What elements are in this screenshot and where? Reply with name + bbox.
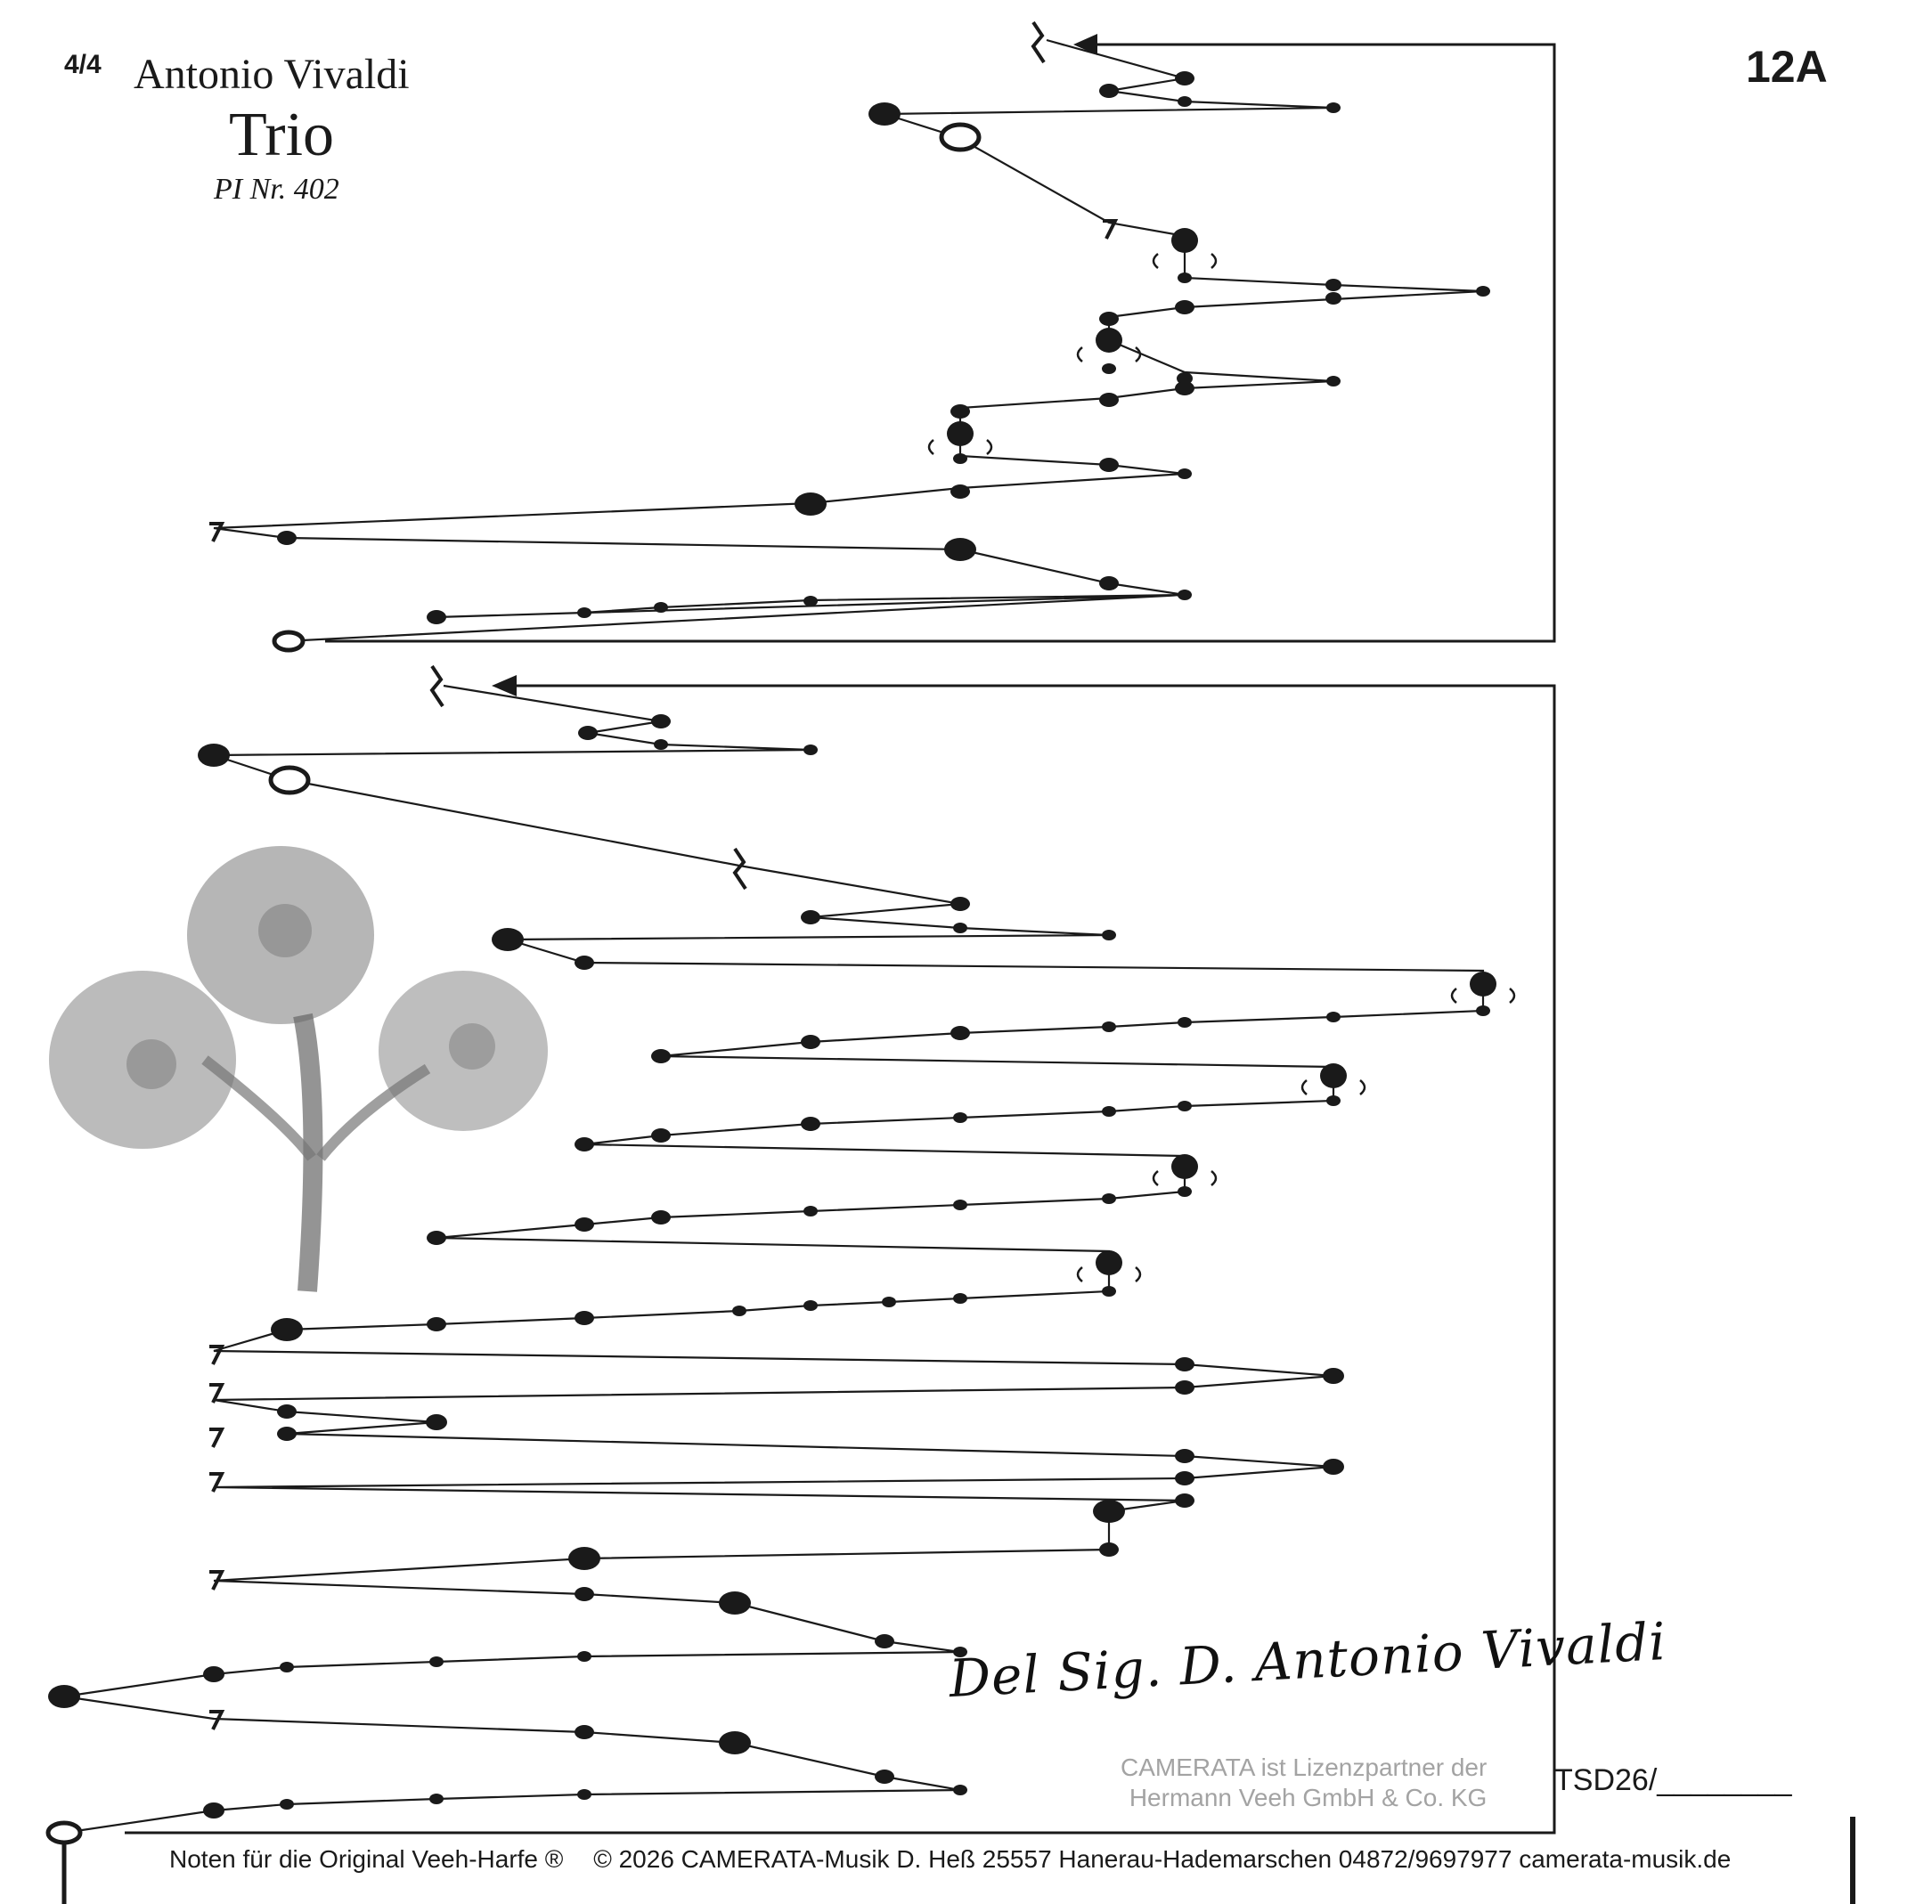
note bbox=[953, 1200, 967, 1210]
note bbox=[1175, 1449, 1194, 1463]
note bbox=[1325, 292, 1341, 305]
note bbox=[1175, 1471, 1194, 1485]
note bbox=[801, 910, 820, 924]
note bbox=[577, 1789, 591, 1800]
note bbox=[1326, 102, 1341, 113]
note bbox=[1102, 1106, 1116, 1117]
note bbox=[1175, 1380, 1194, 1395]
note bbox=[1178, 468, 1192, 479]
note bbox=[427, 1317, 446, 1331]
note bbox=[953, 453, 967, 464]
half-note bbox=[942, 125, 979, 150]
note bbox=[426, 1414, 447, 1430]
note bbox=[1175, 1493, 1194, 1508]
footer-instrument-note: Noten für die Original Veeh-Harfe ® bbox=[169, 1845, 564, 1873]
note bbox=[1102, 930, 1116, 940]
note bbox=[575, 956, 594, 970]
half-note bbox=[274, 632, 303, 650]
note bbox=[575, 1217, 594, 1232]
note bbox=[575, 1137, 594, 1151]
note bbox=[1099, 576, 1119, 590]
note bbox=[803, 1206, 818, 1216]
note bbox=[578, 726, 598, 740]
note bbox=[803, 596, 818, 606]
note bbox=[1178, 590, 1192, 600]
note bbox=[1099, 312, 1119, 326]
note bbox=[719, 1731, 751, 1754]
note bbox=[1171, 228, 1198, 253]
note bbox=[1099, 458, 1119, 472]
note bbox=[427, 610, 446, 624]
note bbox=[651, 1128, 671, 1143]
note bbox=[950, 404, 970, 419]
ornament-marks bbox=[929, 254, 1514, 1282]
note bbox=[1325, 279, 1341, 291]
note bbox=[651, 714, 671, 728]
note bbox=[953, 1785, 967, 1795]
note bbox=[1096, 328, 1122, 353]
note bbox=[882, 1297, 896, 1307]
note bbox=[492, 928, 524, 951]
note bbox=[953, 1293, 967, 1304]
time-signature: 4/4 bbox=[64, 50, 102, 79]
note bbox=[1175, 381, 1194, 395]
handwritten-signature: Del Sig. D. Antonio Vivaldi bbox=[947, 1610, 1668, 1710]
note bbox=[1102, 1021, 1116, 1032]
note bbox=[568, 1547, 600, 1570]
note bbox=[203, 1666, 224, 1682]
note bbox=[803, 1300, 818, 1311]
note bbox=[1326, 1012, 1341, 1022]
note bbox=[429, 1656, 444, 1667]
license-line-2: Hermann Veeh GmbH & Co. KG bbox=[1129, 1784, 1488, 1811]
note bbox=[944, 538, 976, 561]
note bbox=[1178, 96, 1192, 107]
notes-upper-hollow bbox=[274, 125, 979, 650]
note bbox=[203, 1802, 224, 1819]
note bbox=[198, 744, 230, 767]
note bbox=[1099, 1542, 1119, 1557]
license-note bbox=[1121, 1753, 1487, 1813]
note bbox=[1178, 1017, 1192, 1028]
note bbox=[1175, 300, 1194, 314]
note bbox=[875, 1634, 894, 1648]
note bbox=[1093, 1500, 1125, 1523]
note bbox=[277, 1427, 297, 1441]
note bbox=[1323, 1368, 1344, 1384]
note bbox=[801, 1117, 820, 1131]
note bbox=[947, 421, 974, 446]
note bbox=[1175, 1357, 1194, 1371]
note bbox=[1178, 1101, 1192, 1111]
note bbox=[48, 1685, 80, 1708]
note bbox=[950, 1026, 970, 1040]
piece-title: Trio bbox=[229, 101, 335, 169]
note bbox=[654, 739, 668, 750]
note bbox=[1326, 376, 1341, 386]
clover-illustration bbox=[49, 846, 548, 1291]
note bbox=[271, 1318, 303, 1341]
note bbox=[1099, 84, 1119, 98]
note bbox=[1096, 1250, 1122, 1275]
note bbox=[651, 1210, 671, 1225]
note bbox=[651, 1049, 671, 1063]
melody-path-upper bbox=[214, 40, 1483, 641]
note bbox=[719, 1591, 751, 1615]
note bbox=[803, 745, 818, 755]
catalog-number: PI Nr. 402 bbox=[214, 173, 339, 206]
license-line-1: CAMERATA ist Lizenzpartner der bbox=[1121, 1753, 1488, 1781]
note bbox=[1178, 1186, 1192, 1197]
note bbox=[1476, 1005, 1490, 1016]
sheet-number: 12A bbox=[1746, 42, 1828, 92]
note bbox=[575, 1311, 594, 1325]
note bbox=[953, 923, 967, 933]
note bbox=[427, 1231, 446, 1245]
note bbox=[1175, 71, 1194, 85]
note bbox=[277, 531, 297, 545]
note bbox=[1323, 1459, 1344, 1475]
note bbox=[280, 1662, 294, 1672]
note bbox=[575, 1725, 594, 1739]
note bbox=[575, 1587, 594, 1601]
note bbox=[577, 607, 591, 618]
note bbox=[801, 1035, 820, 1049]
note bbox=[868, 102, 901, 126]
note bbox=[654, 602, 668, 613]
half-note bbox=[48, 1823, 80, 1843]
note bbox=[577, 1651, 591, 1662]
note bbox=[1102, 1286, 1116, 1297]
half-note bbox=[271, 768, 308, 793]
note bbox=[277, 1404, 297, 1419]
note bbox=[1099, 393, 1119, 407]
note bbox=[280, 1799, 294, 1810]
note bbox=[950, 484, 970, 499]
note bbox=[732, 1306, 746, 1316]
note bbox=[953, 1112, 967, 1123]
note bbox=[1476, 286, 1490, 297]
composer-name: Antonio Vivaldi bbox=[134, 51, 410, 98]
note bbox=[795, 492, 827, 516]
note bbox=[1326, 1095, 1341, 1106]
note bbox=[875, 1770, 894, 1784]
note bbox=[429, 1794, 444, 1804]
note bbox=[950, 897, 970, 911]
note bbox=[1470, 972, 1496, 997]
note bbox=[1178, 273, 1192, 283]
note bbox=[1102, 363, 1116, 374]
note bbox=[1102, 1193, 1116, 1204]
order-code: TSD26/________ bbox=[1554, 1763, 1792, 1797]
note bbox=[1320, 1063, 1347, 1088]
footer bbox=[169, 1845, 1754, 1874]
footer-copyright: © 2026 CAMERATA-Musik D. Heß 25557 Hanerau-Hademarschen 04872/9697977 camerata-musik.de bbox=[593, 1845, 1732, 1873]
note bbox=[1171, 1154, 1198, 1179]
